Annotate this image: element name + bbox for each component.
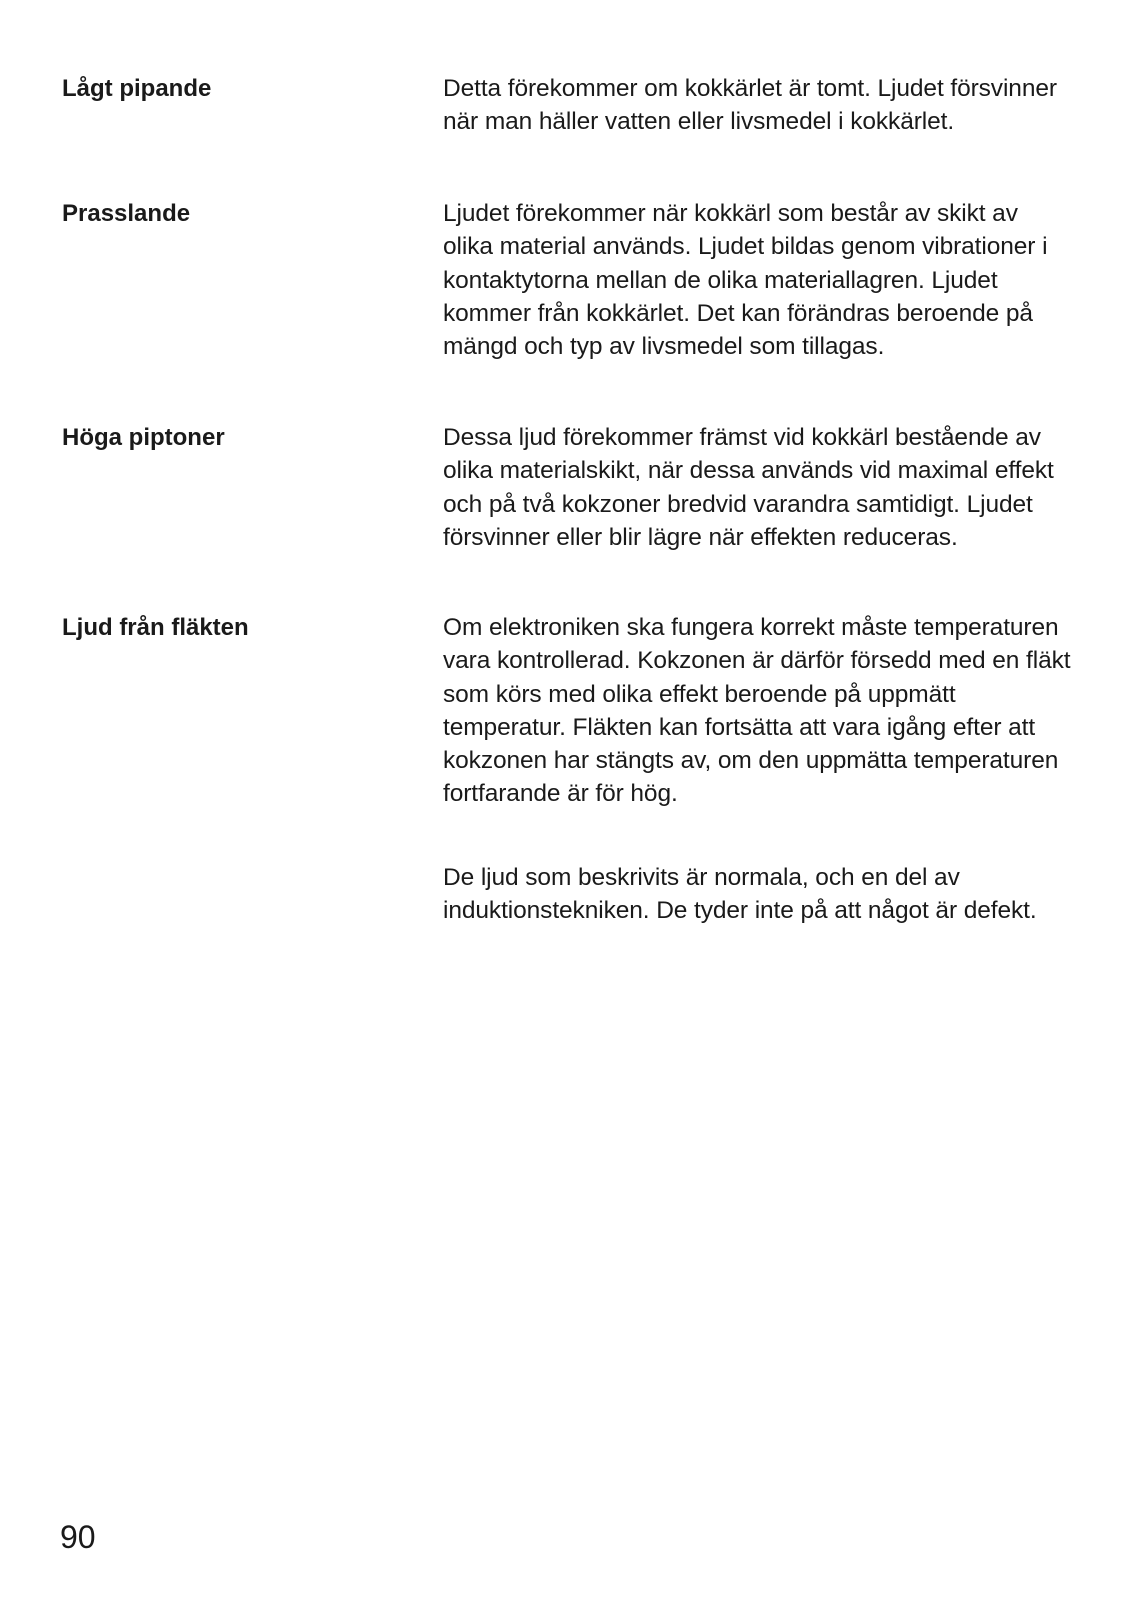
- entry-term: Ljud från fläkten: [62, 614, 249, 641]
- entry-term: Lågt pipande: [62, 75, 212, 102]
- closing-note: De ljud som beskrivits är normala, och en del av induktionstekniken. De tyder inte på att något är defekt.: [443, 864, 1037, 925]
- entry-description: Om elektroniken ska fungera korrekt måste temperaturen vara kontrollerad. Kokzonen är därför försedd med en fläkt som körs med olika effekt beroende på uppmätt temperatur. Fläkten kan fortsätta att vara igång efter att kokzonen har stängts av, om den uppmätta temperaturen fortfarande är för hög.: [443, 614, 1071, 808]
- page-number: 90: [60, 1519, 96, 1555]
- entry-term: Höga piptoner: [62, 424, 225, 451]
- entry-description: Dessa ljud förekommer främst vid kokkärl bestående av olika materialskikt, när dessa används vid maximal effekt och på två kokzoner bredvid varandra samtidigt. Ljudet försvinner eller blir lägre när effekten reduceras.: [443, 424, 1054, 551]
- entry-description: Detta förekommer om kokkärlet är tomt. Ljudet försvinner när man häller vatten eller livsmedel i kokkärlet.: [443, 75, 1057, 136]
- entry-description: Ljudet förekommer när kokkärl som består av skikt av olika material används. Ljudet bildas genom vibrationer i kontaktytorna mellan de olika materiallagren. Ljudet kommer från kokkärlet. Det kan förändras beroende på mängd och typ av livsmedel som tillagas.: [443, 200, 1048, 361]
- entry-term: Prasslande: [62, 200, 191, 227]
